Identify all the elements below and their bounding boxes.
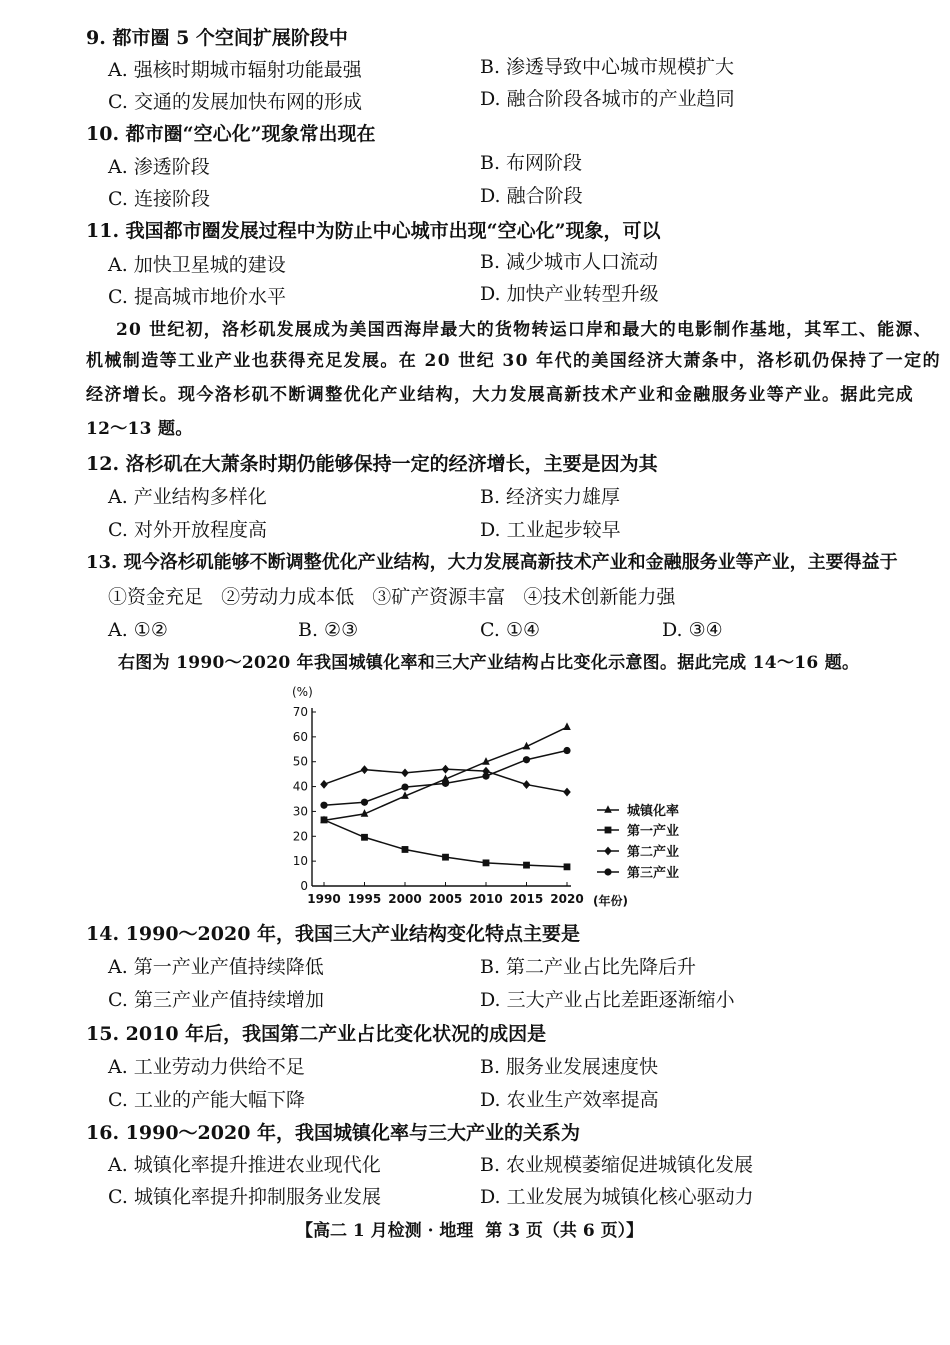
data-point (523, 756, 530, 763)
question-15-option-b[interactable]: B. 服务业发展速度快 (480, 1056, 659, 1078)
question-10-option-c[interactable]: C. 连接阶段 (108, 188, 210, 210)
y-tick-label: 60 (292, 729, 308, 744)
data-point (401, 769, 409, 778)
question-16-option-d[interactable]: D. 工业发展为城镇化核心驱动力 (480, 1186, 754, 1208)
question-16-stem: 16. 1990～2020 年，我国城镇化率与三大产业的关系为 (86, 1122, 581, 1144)
data-point (320, 802, 327, 809)
question-11-stem: 11. 我国都市圈发展过程中为防止中心城市出现“空心化”现象，可以 (86, 220, 661, 242)
series-line-1 (324, 727, 567, 820)
legend-label: 第三产业 (627, 866, 680, 881)
y-axis-label: (%) (292, 685, 313, 699)
question-14-option-b[interactable]: B. 第二产业占比先降后升 (480, 956, 697, 978)
question-15-option-a[interactable]: A. 工业劳动力供给不足 (108, 1056, 305, 1078)
data-point (563, 747, 570, 754)
question-15-stem: 15. 2010 年后，我国第二产业占比变化状况的成因是 (86, 1023, 547, 1045)
question-14-option-a[interactable]: A. 第一产业产值持续降低 (108, 956, 324, 978)
question-10-option-d[interactable]: D. 融合阶段 (480, 185, 583, 207)
question-9-option-b[interactable]: B. 渗透导致中心城市规模扩大 (480, 56, 735, 78)
y-tick-label: 70 (292, 705, 308, 719)
data-point (482, 773, 489, 780)
x-tick-label: 2010 (469, 892, 503, 906)
question-13-option-c[interactable]: C. ①④ (480, 619, 541, 641)
question-12-option-b[interactable]: B. 经济实力雄厚 (480, 486, 621, 508)
passage-line-1: 20 世纪初，洛杉矶发展成为美国西海岸最大的货物转运口岸和最大的电影制作基地，其军工、能源、 (116, 320, 932, 340)
data-point (402, 846, 409, 853)
question-10-stem: 10. 都市圈“空心化”现象常出现在 (86, 123, 376, 145)
data-point (563, 722, 571, 730)
data-point (523, 780, 531, 789)
question-16-option-a[interactable]: A. 城镇化率提升推进农业现代化 (108, 1154, 381, 1176)
passage-line-4: 12～13 题。 (86, 419, 193, 439)
question-13-option-d[interactable]: D. ③④ (662, 619, 723, 641)
legend-marker (604, 847, 612, 856)
legend-marker (604, 868, 611, 875)
chart-intro: 右图为 1990～2020 年我国城镇化率和三大产业结构占比变化示意图。据此完成 14～16 题。 (118, 653, 860, 673)
data-point (361, 799, 368, 806)
question-12-stem: 12. 洛杉矶在大萧条时期仍能够保持一定的经济增长，主要是因为其 (86, 453, 658, 475)
question-10-option-a[interactable]: A. 渗透阶段 (108, 156, 210, 178)
question-11-option-b[interactable]: B. 减少城市人口流动 (480, 251, 659, 273)
data-point (442, 780, 449, 787)
page-footer: 【高二 1 月检测 · 地理 第 3 页（共 6 页）】 (296, 1221, 644, 1241)
legend-label: 第一产业 (627, 824, 680, 839)
question-14-option-c[interactable]: C. 第三产业产值持续增加 (108, 989, 324, 1011)
x-tick-label: 2015 (509, 892, 544, 906)
y-tick-label: 20 (292, 829, 308, 844)
data-point (563, 788, 571, 797)
data-point (320, 780, 328, 789)
legend-marker (605, 827, 612, 834)
question-15-option-c[interactable]: C. 工业的产能大幅下降 (108, 1089, 305, 1111)
data-point (483, 859, 490, 866)
x-tick-label: 1995 (347, 892, 382, 906)
question-13-stem: 13. 现今洛杉矶能够不断调整优化产业结构，大力发展高新技术产业和金融服务业等产业，主要得益于 (86, 552, 898, 573)
question-9-option-d[interactable]: D. 融合阶段各城市的产业趋同 (480, 88, 735, 110)
question-13-items: ①资金充足 ②劳动力成本低 ③矿产资源丰富 ④技术创新能力强 (108, 586, 676, 608)
question-11-option-d[interactable]: D. 加快产业转型升级 (480, 283, 659, 305)
data-point (361, 765, 369, 774)
question-14-stem: 14. 1990～2020 年，我国三大产业结构变化特点主要是 (86, 923, 581, 945)
question-9-option-c[interactable]: C. 交通的发展加快布网的形成 (108, 91, 362, 113)
data-point (442, 854, 449, 861)
question-13-option-b[interactable]: B. ②③ (298, 619, 359, 641)
y-tick-label: 0 (300, 879, 308, 893)
passage-line-2: 机械制造等工业产业也获得充足发展。在 20 世纪 30 年代的美国经济大萧条中，洛杉矶仍保持了一定的 (86, 351, 941, 371)
question-10-option-b[interactable]: B. 布网阶段 (480, 152, 583, 174)
question-13-option-a[interactable]: A. ①② (108, 619, 168, 641)
question-12-option-c[interactable]: C. 对外开放程度高 (108, 519, 267, 541)
question-9-stem: 9. 都市圈 5 个空间扩展阶段中 (86, 27, 348, 49)
question-12-option-a[interactable]: A. 产业结构多样化 (108, 486, 267, 508)
y-tick-label: 50 (292, 754, 308, 769)
x-tick-label: 2000 (388, 892, 422, 906)
y-tick-label: 10 (292, 854, 308, 869)
question-16-option-c[interactable]: C. 城镇化率提升抑制服务业发展 (108, 1186, 381, 1208)
x-axis-label: (年份) (593, 894, 628, 908)
data-point (321, 816, 328, 823)
data-point (401, 783, 408, 790)
x-tick-label: 2020 (550, 892, 584, 906)
legend-label: 第二产业 (627, 845, 680, 860)
y-tick-label: 40 (292, 779, 308, 794)
question-9-option-a[interactable]: A. 强核时期城市辐射功能最强 (108, 59, 362, 81)
passage-line-3: 经济增长。现今洛杉矶不断调整优化产业结构，大力发展高新技术产业和金融服务业等产业。据此完成 (86, 385, 914, 405)
question-16-option-b[interactable]: B. 农业规模萎缩促进城镇化发展 (480, 1154, 754, 1176)
question-11-option-c[interactable]: C. 提高城市地价水平 (108, 286, 286, 308)
urbanization-industry-chart (270, 682, 690, 914)
question-12-option-d[interactable]: D. 工业起步较早 (480, 519, 621, 541)
legend-label: 城镇化率 (627, 804, 680, 819)
data-point (442, 765, 450, 774)
legend-marker (604, 805, 612, 813)
y-tick-label: 30 (292, 804, 308, 819)
question-15-option-d[interactable]: D. 农业生产效率提高 (480, 1089, 659, 1111)
data-point (361, 834, 368, 841)
question-14-option-d[interactable]: D. 三大产业占比差距逐渐缩小 (480, 989, 735, 1011)
x-tick-label: 1990 (307, 892, 341, 906)
question-11-option-a[interactable]: A. 加快卫星城的建设 (108, 254, 286, 276)
data-point (523, 862, 530, 869)
data-point (564, 863, 571, 870)
x-tick-label: 2005 (428, 892, 463, 906)
